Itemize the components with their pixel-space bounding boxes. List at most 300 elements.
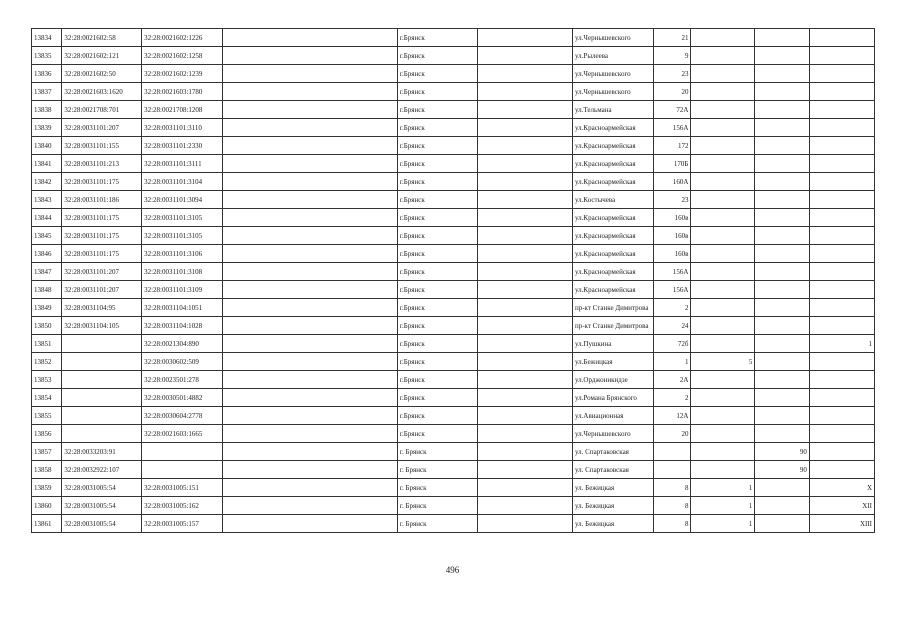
cell-c11 xyxy=(809,155,874,173)
table-row xyxy=(32,137,875,155)
cell-kad1: 32:28:0031104:95 xyxy=(62,299,142,317)
cell-n: 13840 xyxy=(32,137,62,155)
table-row xyxy=(32,155,875,173)
cell-kad1 xyxy=(62,407,142,425)
cell-c11 xyxy=(809,119,874,137)
cell-house: 20 xyxy=(653,425,691,443)
cell-kad1 xyxy=(62,371,142,389)
cell-kad2: 32:28:0031101:3109 xyxy=(142,281,223,299)
cell-city: г.Брянск xyxy=(397,389,477,407)
cell-city: г.Брянск xyxy=(397,47,477,65)
cell-city: г.Брянск xyxy=(397,299,477,317)
cell-c11 xyxy=(809,209,874,227)
cell-house xyxy=(653,443,691,461)
cell-house: 160в xyxy=(653,245,691,263)
cell-street: ул. Бежицкая xyxy=(572,479,653,497)
cell-empty xyxy=(477,317,572,335)
cell-kad2: 32:28:0031101:3111 xyxy=(142,155,223,173)
cell-house: 156А xyxy=(653,119,691,137)
cell-c10 xyxy=(755,173,810,191)
cell-city: г. Брянск xyxy=(397,443,477,461)
cell-kad2: 32:28:0021708:1208 xyxy=(142,101,223,119)
register-rows xyxy=(32,29,875,533)
cell-house: 23 xyxy=(653,191,691,209)
cell-street: ул.Красноармейская xyxy=(572,209,653,227)
cell-c11: 1 xyxy=(809,335,874,353)
cell-street: ул.Тельмана xyxy=(572,101,653,119)
cell-empty xyxy=(477,47,572,65)
cell-c10 xyxy=(755,245,810,263)
table-row xyxy=(32,407,875,425)
cell-street: ул.Красноармейская xyxy=(572,173,653,191)
cell-street: ул.Красноармейская xyxy=(572,137,653,155)
cell-c11 xyxy=(809,173,874,191)
table-row xyxy=(32,479,875,497)
cell-c10 xyxy=(755,353,810,371)
cell-c10 xyxy=(755,497,810,515)
cell-kad1: 32:28:0021603:1620 xyxy=(62,83,142,101)
table-row xyxy=(32,83,875,101)
cell-c9: 1 xyxy=(691,479,755,497)
cell-kad2: 32:28:0021603:1780 xyxy=(142,83,223,101)
table-row xyxy=(32,29,875,47)
table-row xyxy=(32,263,875,281)
cell-kad2: 32:28:0031005:151 xyxy=(142,479,223,497)
cell-empty xyxy=(477,137,572,155)
cell-c10 xyxy=(755,119,810,137)
cell-kad1 xyxy=(62,335,142,353)
cell-empty xyxy=(477,335,572,353)
table-row xyxy=(32,101,875,119)
cell-c9: 1 xyxy=(691,515,755,533)
table-row xyxy=(32,299,875,317)
table-row xyxy=(32,227,875,245)
cell-c9 xyxy=(691,263,755,281)
cell-empty xyxy=(477,371,572,389)
cell-c9 xyxy=(691,83,755,101)
cell-n: 13837 xyxy=(32,83,62,101)
table-row xyxy=(32,515,875,533)
cell-city: г.Брянск xyxy=(397,119,477,137)
cell-kad1: 32:28:0031101:207 xyxy=(62,119,142,137)
cell-city: г.Брянск xyxy=(397,263,477,281)
cell-house: 9 xyxy=(653,47,691,65)
cell-c11 xyxy=(809,29,874,47)
table-row xyxy=(32,497,875,515)
cell-kad1: 32:28:0021602:121 xyxy=(62,47,142,65)
cell-city: г.Брянск xyxy=(397,137,477,155)
cell-empty xyxy=(222,407,397,425)
cell-n: 13842 xyxy=(32,173,62,191)
cell-n: 13847 xyxy=(32,263,62,281)
cell-house: 24 xyxy=(653,317,691,335)
cell-c11 xyxy=(809,443,874,461)
cell-empty xyxy=(477,281,572,299)
cell-kad2: 32:28:0021603:1665 xyxy=(142,425,223,443)
cell-c10 xyxy=(755,65,810,83)
cell-empty xyxy=(222,101,397,119)
table-row xyxy=(32,371,875,389)
cell-c10 xyxy=(755,137,810,155)
cell-n: 13836 xyxy=(32,65,62,83)
cell-c9: 5 xyxy=(691,353,755,371)
cell-kad2: 32:28:0031104:1051 xyxy=(142,299,223,317)
cell-c11 xyxy=(809,407,874,425)
cell-kad1: 32:28:0031101:207 xyxy=(62,281,142,299)
cell-c9 xyxy=(691,101,755,119)
cell-house: 12А xyxy=(653,407,691,425)
cell-c10 xyxy=(755,407,810,425)
cell-c10 xyxy=(755,101,810,119)
cell-city: г.Брянск xyxy=(397,353,477,371)
cell-city: г.Брянск xyxy=(397,101,477,119)
cell-n: 13834 xyxy=(32,29,62,47)
cell-n: 13848 xyxy=(32,281,62,299)
cell-empty xyxy=(222,479,397,497)
cell-street: ул.Красноармейская xyxy=(572,281,653,299)
cell-house: 72б xyxy=(653,335,691,353)
cell-n: 13856 xyxy=(32,425,62,443)
cell-c11 xyxy=(809,227,874,245)
table-row xyxy=(32,317,875,335)
cell-empty xyxy=(222,173,397,191)
cell-empty xyxy=(222,191,397,209)
cell-n: 13846 xyxy=(32,245,62,263)
cell-c11 xyxy=(809,101,874,119)
cell-city: г.Брянск xyxy=(397,227,477,245)
cell-c10 xyxy=(755,209,810,227)
cell-kad1: 32:28:0031101:175 xyxy=(62,245,142,263)
page-number: 496 xyxy=(445,565,460,575)
cell-house: 8 xyxy=(653,497,691,515)
cell-city: г. Брянск xyxy=(397,479,477,497)
cell-c10 xyxy=(755,317,810,335)
cell-kad1: 32:28:0031005:54 xyxy=(62,515,142,533)
table-row xyxy=(32,65,875,83)
cell-empty xyxy=(222,461,397,479)
cell-empty xyxy=(222,83,397,101)
cell-kad1: 32:28:0031005:54 xyxy=(62,497,142,515)
cell-city: г.Брянск xyxy=(397,245,477,263)
cell-n: 13838 xyxy=(32,101,62,119)
cell-house: 2 xyxy=(653,299,691,317)
cell-c11 xyxy=(809,353,874,371)
cell-c11 xyxy=(809,371,874,389)
cell-empty xyxy=(477,461,572,479)
cell-c10 xyxy=(755,389,810,407)
cell-empty xyxy=(222,317,397,335)
cell-n: 13835 xyxy=(32,47,62,65)
cell-kad2: 32:28:0030604:2778 xyxy=(142,407,223,425)
cell-c9 xyxy=(691,299,755,317)
cell-kad2: 32:28:0031101:3105 xyxy=(142,209,223,227)
cell-house: 160А xyxy=(653,173,691,191)
cell-c11 xyxy=(809,299,874,317)
cell-empty xyxy=(222,515,397,533)
cell-empty xyxy=(477,353,572,371)
cell-empty xyxy=(222,155,397,173)
cell-city: г.Брянск xyxy=(397,173,477,191)
cell-empty xyxy=(477,389,572,407)
table-row xyxy=(32,209,875,227)
cell-street: ул.Костычева xyxy=(572,191,653,209)
cell-city: г.Брянск xyxy=(397,155,477,173)
cell-empty xyxy=(477,29,572,47)
cell-c11 xyxy=(809,65,874,83)
cell-empty xyxy=(222,47,397,65)
cell-c11: XII xyxy=(809,497,874,515)
cell-city: г.Брянск xyxy=(397,317,477,335)
table-row xyxy=(32,173,875,191)
cell-street: ул.Красноармейская xyxy=(572,263,653,281)
cell-empty xyxy=(222,425,397,443)
cell-house: 160в xyxy=(653,209,691,227)
cell-c9 xyxy=(691,407,755,425)
cell-street: ул.Чернышевского xyxy=(572,83,653,101)
cell-n: 13854 xyxy=(32,389,62,407)
cell-kad1: 32:28:0031104:105 xyxy=(62,317,142,335)
cell-empty xyxy=(477,515,572,533)
cell-c10 xyxy=(755,155,810,173)
cell-house: 1 xyxy=(653,353,691,371)
cell-empty xyxy=(477,155,572,173)
cell-street: ул.Рылеева xyxy=(572,47,653,65)
cell-c10 xyxy=(755,515,810,533)
cell-c11 xyxy=(809,263,874,281)
cell-street: ул.Чернышевского xyxy=(572,65,653,83)
cell-kad2: 32:28:0021304:890 xyxy=(142,335,223,353)
cell-c10 xyxy=(755,479,810,497)
cell-empty xyxy=(222,299,397,317)
cell-empty xyxy=(477,65,572,83)
table-row xyxy=(32,461,875,479)
table-row xyxy=(32,47,875,65)
cell-c10 xyxy=(755,83,810,101)
cell-street: ул.Пушкина xyxy=(572,335,653,353)
cell-street: ул.Авиационная xyxy=(572,407,653,425)
cell-empty xyxy=(222,371,397,389)
cell-empty xyxy=(222,281,397,299)
cell-c11: XIII xyxy=(809,515,874,533)
cell-empty xyxy=(222,137,397,155)
table-row xyxy=(32,119,875,137)
cell-city: г.Брянск xyxy=(397,191,477,209)
cell-empty xyxy=(222,389,397,407)
cell-c11 xyxy=(809,47,874,65)
cell-c9 xyxy=(691,47,755,65)
cell-house: 160в xyxy=(653,227,691,245)
cell-c10: 90 xyxy=(755,443,810,461)
cell-kad1: 32:28:0031101:207 xyxy=(62,263,142,281)
cell-city: г. Брянск xyxy=(397,515,477,533)
cell-empty xyxy=(477,227,572,245)
cell-c9 xyxy=(691,425,755,443)
cell-n: 13850 xyxy=(32,317,62,335)
cell-city: г.Брянск xyxy=(397,29,477,47)
cell-street: ул.Красноармейская xyxy=(572,119,653,137)
cell-c11 xyxy=(809,425,874,443)
cell-street: ул. Спартаковская xyxy=(572,461,653,479)
cell-city: г.Брянск xyxy=(397,407,477,425)
cell-kad2: 32:28:0031005:162 xyxy=(142,497,223,515)
cell-street: пр-кт Станке Димитрова xyxy=(572,299,653,317)
cell-n: 13852 xyxy=(32,353,62,371)
cell-n: 13857 xyxy=(32,443,62,461)
cell-kad1: 32:28:0031101:213 xyxy=(62,155,142,173)
cell-empty xyxy=(222,209,397,227)
cell-street: ул. Бежицкая xyxy=(572,515,653,533)
cell-empty xyxy=(222,227,397,245)
cell-empty xyxy=(222,245,397,263)
cell-house: 72А xyxy=(653,101,691,119)
cell-c10 xyxy=(755,263,810,281)
cell-c9 xyxy=(691,173,755,191)
cell-empty xyxy=(477,407,572,425)
cell-house: 156А xyxy=(653,263,691,281)
cell-c9 xyxy=(691,29,755,47)
table-row xyxy=(32,191,875,209)
cell-kad2: 32:28:0031101:3108 xyxy=(142,263,223,281)
cell-c10 xyxy=(755,29,810,47)
register-table xyxy=(31,28,875,533)
cell-empty xyxy=(477,101,572,119)
cell-empty xyxy=(477,479,572,497)
cell-c11 xyxy=(809,281,874,299)
cell-empty xyxy=(222,497,397,515)
cell-city: г.Брянск xyxy=(397,209,477,227)
cell-c11 xyxy=(809,83,874,101)
cell-kad1 xyxy=(62,353,142,371)
cell-c9 xyxy=(691,335,755,353)
cell-c11 xyxy=(809,191,874,209)
cell-kad1: 32:28:0031101:186 xyxy=(62,191,142,209)
cell-c9 xyxy=(691,65,755,83)
cell-house: 8 xyxy=(653,515,691,533)
cell-city: г.Брянск xyxy=(397,83,477,101)
cell-c10 xyxy=(755,335,810,353)
cell-street: ул.Орджоникидзе xyxy=(572,371,653,389)
cell-c10 xyxy=(755,299,810,317)
cell-kad1: 32:28:0021708:701 xyxy=(62,101,142,119)
cell-house: 172 xyxy=(653,137,691,155)
cell-c10 xyxy=(755,281,810,299)
cell-c9 xyxy=(691,443,755,461)
cell-c10: 90 xyxy=(755,461,810,479)
cell-empty xyxy=(477,263,572,281)
cell-empty xyxy=(477,443,572,461)
cell-n: 13851 xyxy=(32,335,62,353)
cell-c9 xyxy=(691,389,755,407)
cell-n: 13855 xyxy=(32,407,62,425)
cell-city: г.Брянск xyxy=(397,65,477,83)
cell-n: 13858 xyxy=(32,461,62,479)
cell-empty xyxy=(222,443,397,461)
cell-house: 2А xyxy=(653,371,691,389)
cell-empty xyxy=(477,83,572,101)
cell-c10 xyxy=(755,425,810,443)
cell-city: г. Брянск xyxy=(397,461,477,479)
cell-kad2: 32:28:0031104:1028 xyxy=(142,317,223,335)
cell-street: ул.Красноармейская xyxy=(572,245,653,263)
cell-street: ул.Романа Брянского xyxy=(572,389,653,407)
cell-house: 156А xyxy=(653,281,691,299)
cell-c11 xyxy=(809,245,874,263)
cell-kad2: 32:28:0031101:3104 xyxy=(142,173,223,191)
cell-street: ул. Спартаковская xyxy=(572,443,653,461)
cell-c9 xyxy=(691,119,755,137)
cell-empty xyxy=(477,119,572,137)
cell-n: 13861 xyxy=(32,515,62,533)
cell-n: 13859 xyxy=(32,479,62,497)
cell-c9 xyxy=(691,227,755,245)
cell-city: г.Брянск xyxy=(397,335,477,353)
cell-c10 xyxy=(755,191,810,209)
cell-kad2: 32:28:0021602:1226 xyxy=(142,29,223,47)
cell-empty xyxy=(477,173,572,191)
cell-kad2 xyxy=(142,443,223,461)
cell-kad1 xyxy=(62,389,142,407)
cell-house: 23 xyxy=(653,65,691,83)
cell-empty xyxy=(477,299,572,317)
table-row xyxy=(32,425,875,443)
cell-kad2: 32:28:0023501:278 xyxy=(142,371,223,389)
cell-c10 xyxy=(755,371,810,389)
cell-city: г. Брянск xyxy=(397,497,477,515)
cell-empty xyxy=(222,119,397,137)
cell-c11 xyxy=(809,461,874,479)
cell-kad1: 32:28:0031101:175 xyxy=(62,173,142,191)
cell-c9 xyxy=(691,461,755,479)
cell-street: пр-кт Станке Димитрова xyxy=(572,317,653,335)
cell-kad1: 32:28:0021602:58 xyxy=(62,29,142,47)
table-row xyxy=(32,281,875,299)
cell-c10 xyxy=(755,227,810,245)
cell-kad2 xyxy=(142,461,223,479)
cell-c9 xyxy=(691,281,755,299)
cell-street: ул.Чернышевского xyxy=(572,29,653,47)
cell-kad2: 32:28:0030501:4882 xyxy=(142,389,223,407)
cell-kad2: 32:28:0031101:3106 xyxy=(142,245,223,263)
cell-n: 13841 xyxy=(32,155,62,173)
cell-street: ул.Красноармейская xyxy=(572,155,653,173)
cell-c9 xyxy=(691,209,755,227)
cell-c11 xyxy=(809,317,874,335)
cell-house: 21 xyxy=(653,29,691,47)
cell-empty xyxy=(477,497,572,515)
cell-n: 13860 xyxy=(32,497,62,515)
cell-kad2: 32:28:0030602:509 xyxy=(142,353,223,371)
table-row xyxy=(32,353,875,371)
cell-house: 20 xyxy=(653,83,691,101)
cell-kad1: 32:28:0021602:50 xyxy=(62,65,142,83)
cell-house: 2 xyxy=(653,389,691,407)
cell-n: 13849 xyxy=(32,299,62,317)
cell-city: г.Брянск xyxy=(397,425,477,443)
cell-house xyxy=(653,461,691,479)
cell-c10 xyxy=(755,47,810,65)
cell-empty xyxy=(222,353,397,371)
cell-c9 xyxy=(691,191,755,209)
cell-street: ул.Красноармейская xyxy=(572,227,653,245)
cell-kad2: 32:28:0021602:1258 xyxy=(142,47,223,65)
cell-house: 170Б xyxy=(653,155,691,173)
cell-kad1: 32:28:0032922:107 xyxy=(62,461,142,479)
cell-kad1: 32:28:0031101:175 xyxy=(62,227,142,245)
cell-empty xyxy=(222,29,397,47)
cell-city: г.Брянск xyxy=(397,281,477,299)
cell-n: 13839 xyxy=(32,119,62,137)
cell-kad2: 32:28:0031005:157 xyxy=(142,515,223,533)
